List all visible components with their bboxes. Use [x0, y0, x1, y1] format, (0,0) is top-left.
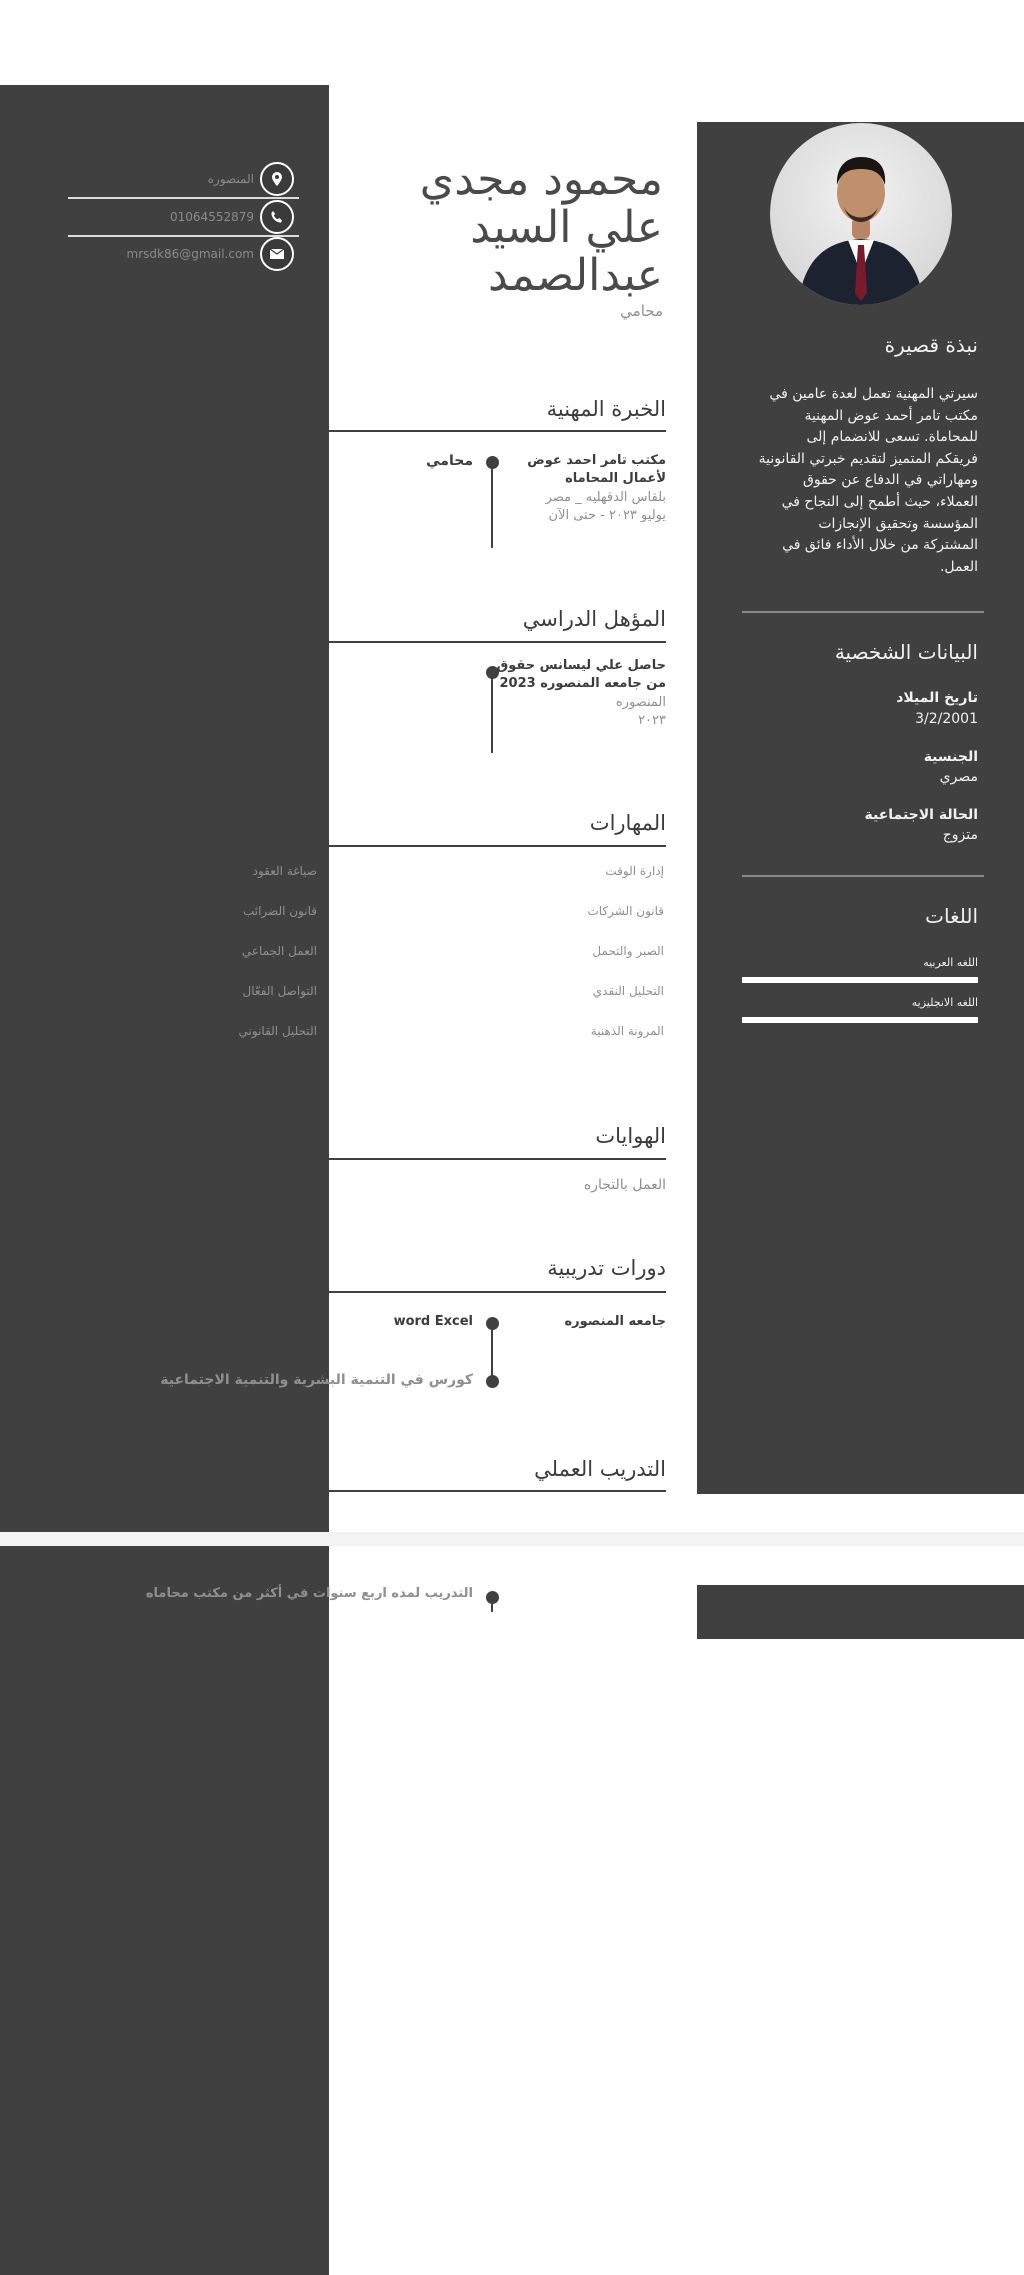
contact-email — [127, 238, 294, 270]
skills-title: المهارات — [589, 811, 666, 835]
education-degree-2: من جامعه المنصوره 2023 — [499, 676, 666, 691]
sidebar-divider — [742, 875, 984, 877]
about-line: فريقكم المتميز لتقديم خبرتي القانونية — [758, 450, 978, 467]
course-item — [160, 1372, 473, 1388]
skill-item: قانون الشركات — [587, 904, 664, 918]
skills-rule — [329, 845, 666, 847]
hobby-item: العمل بالتجاره — [583, 1177, 666, 1193]
contact-phone — [170, 201, 294, 233]
training-title: التدريب العملي — [534, 1457, 666, 1481]
about-line: مكتب تامر أحمد عوض المهنية — [804, 407, 978, 424]
about-line: سيرتي المهنية تعمل لعدة عامين في — [769, 386, 978, 402]
languages-title: اللغات — [925, 904, 978, 928]
language-name: اللغه الانجليزيه — [911, 996, 978, 1009]
full-name-line-1: محمود مجدي — [419, 154, 663, 205]
about-line: المؤسسة وتحقيق الإنجازات — [818, 515, 978, 532]
personal-info-title: البيانات الشخصية — [834, 640, 978, 664]
about-text — [728, 384, 978, 578]
person-icon — [770, 123, 952, 305]
education-degree-1: حاصل علي ليسانس حقوق — [496, 658, 666, 673]
language-level-bar — [742, 1017, 978, 1023]
timeline-line — [491, 676, 493, 753]
course-item-text: كورس في التنمية البشرية والتنمية الاجتماعية — [160, 1372, 473, 1388]
skill-item: التواصل الفعّال — [242, 984, 317, 998]
hobbies-title: الهوايات — [595, 1124, 666, 1148]
marital-status-label: الحالة الاجتماعية — [864, 807, 978, 823]
about-line: العملاء، حيث أطمح إلى النجاح في — [781, 493, 978, 510]
experience-company-1: مكتب تامر احمد عوض — [527, 453, 666, 468]
education-place: المنصوره — [615, 695, 666, 710]
experience-period: يوليو ٢٠٢٣ - حتى الآن — [548, 508, 666, 523]
courses-title: دورات تدريبية — [547, 1256, 666, 1280]
course-institution: جامعه المنصوره — [564, 1314, 666, 1329]
courses-rule — [329, 1291, 666, 1293]
skill-item: إدارة الوقت — [605, 864, 664, 878]
phone-text: 01064552879 — [170, 210, 254, 224]
nationality-value: مصري — [939, 769, 978, 785]
envelope-icon — [260, 237, 294, 271]
full-name-line-3: عبدالصمد — [488, 250, 663, 301]
language-level-bar — [742, 977, 978, 983]
experience-location: بلقاس الدقهليه _ مصر — [545, 490, 666, 505]
nationality-label: الجنسية — [923, 749, 978, 765]
profile-photo — [770, 123, 952, 305]
course-item: word Excel — [393, 1314, 473, 1329]
contact-divider — [68, 197, 299, 199]
hobbies-rule — [329, 1158, 666, 1160]
sidebar-divider — [742, 611, 984, 613]
timeline-line — [491, 1600, 493, 1612]
page-break — [0, 1532, 1024, 1546]
skill-item: صياغة العقود — [252, 864, 317, 878]
map-pin-icon — [260, 162, 294, 196]
training-rule — [329, 1490, 666, 1492]
experience-rule — [329, 430, 666, 432]
skill-item: التحليل القانوني — [238, 1024, 317, 1038]
city-text: المنصوره — [207, 172, 254, 186]
phone-icon — [260, 200, 294, 234]
timeline-line — [491, 466, 493, 548]
experience-role: محامي — [426, 453, 473, 469]
education-year: ٢٠٢٣ — [638, 713, 666, 728]
about-line: المشتركة من خلال الأداء فائق في — [782, 537, 978, 554]
marital-status-value: متزوج — [942, 827, 978, 843]
language-name: اللغه العربيه — [923, 956, 978, 969]
full-name-line-2: علي السيد — [470, 202, 663, 253]
education-rule — [329, 641, 666, 643]
left-dark-column — [0, 85, 329, 1532]
email-text: mrsdk86@gmail.com — [126, 247, 254, 261]
sidebar-page2 — [697, 1585, 1024, 1639]
about-line: للمحاماة. تسعى للانضمام إلى — [806, 429, 978, 446]
left-dark-column-page2 — [0, 1546, 329, 2275]
birth-date-label: تاريخ الميلاد — [896, 690, 978, 706]
about-title: نبذة قصيرة — [884, 333, 978, 357]
skill-item: المرونة الذهنية — [590, 1024, 664, 1038]
skill-item: قانون الضرائب — [242, 904, 317, 918]
skill-item: الصبر والتحمل — [592, 944, 664, 958]
job-title: محامي — [620, 302, 663, 320]
contact-divider — [68, 235, 299, 237]
education-title: المؤهل الدراسي — [522, 607, 666, 631]
skill-item: العمل الجماعي — [241, 944, 317, 958]
skill-item: التحليل النقدي — [592, 984, 664, 998]
timeline-dot — [486, 1375, 499, 1388]
training-item: التدريب لمده اربع سنوات في أكثر من مكتب محاماه — [145, 1586, 473, 1601]
experience-company-2: لأعمال المحاماه — [565, 471, 666, 486]
about-line: العمل. — [939, 558, 978, 575]
birth-date-value: 3/2/2001 — [915, 711, 978, 727]
contact-city — [208, 163, 294, 195]
experience-title: الخبرة المهنية — [546, 397, 666, 421]
about-line: ومهاراتي في الدفاع عن حقوق — [802, 472, 978, 489]
